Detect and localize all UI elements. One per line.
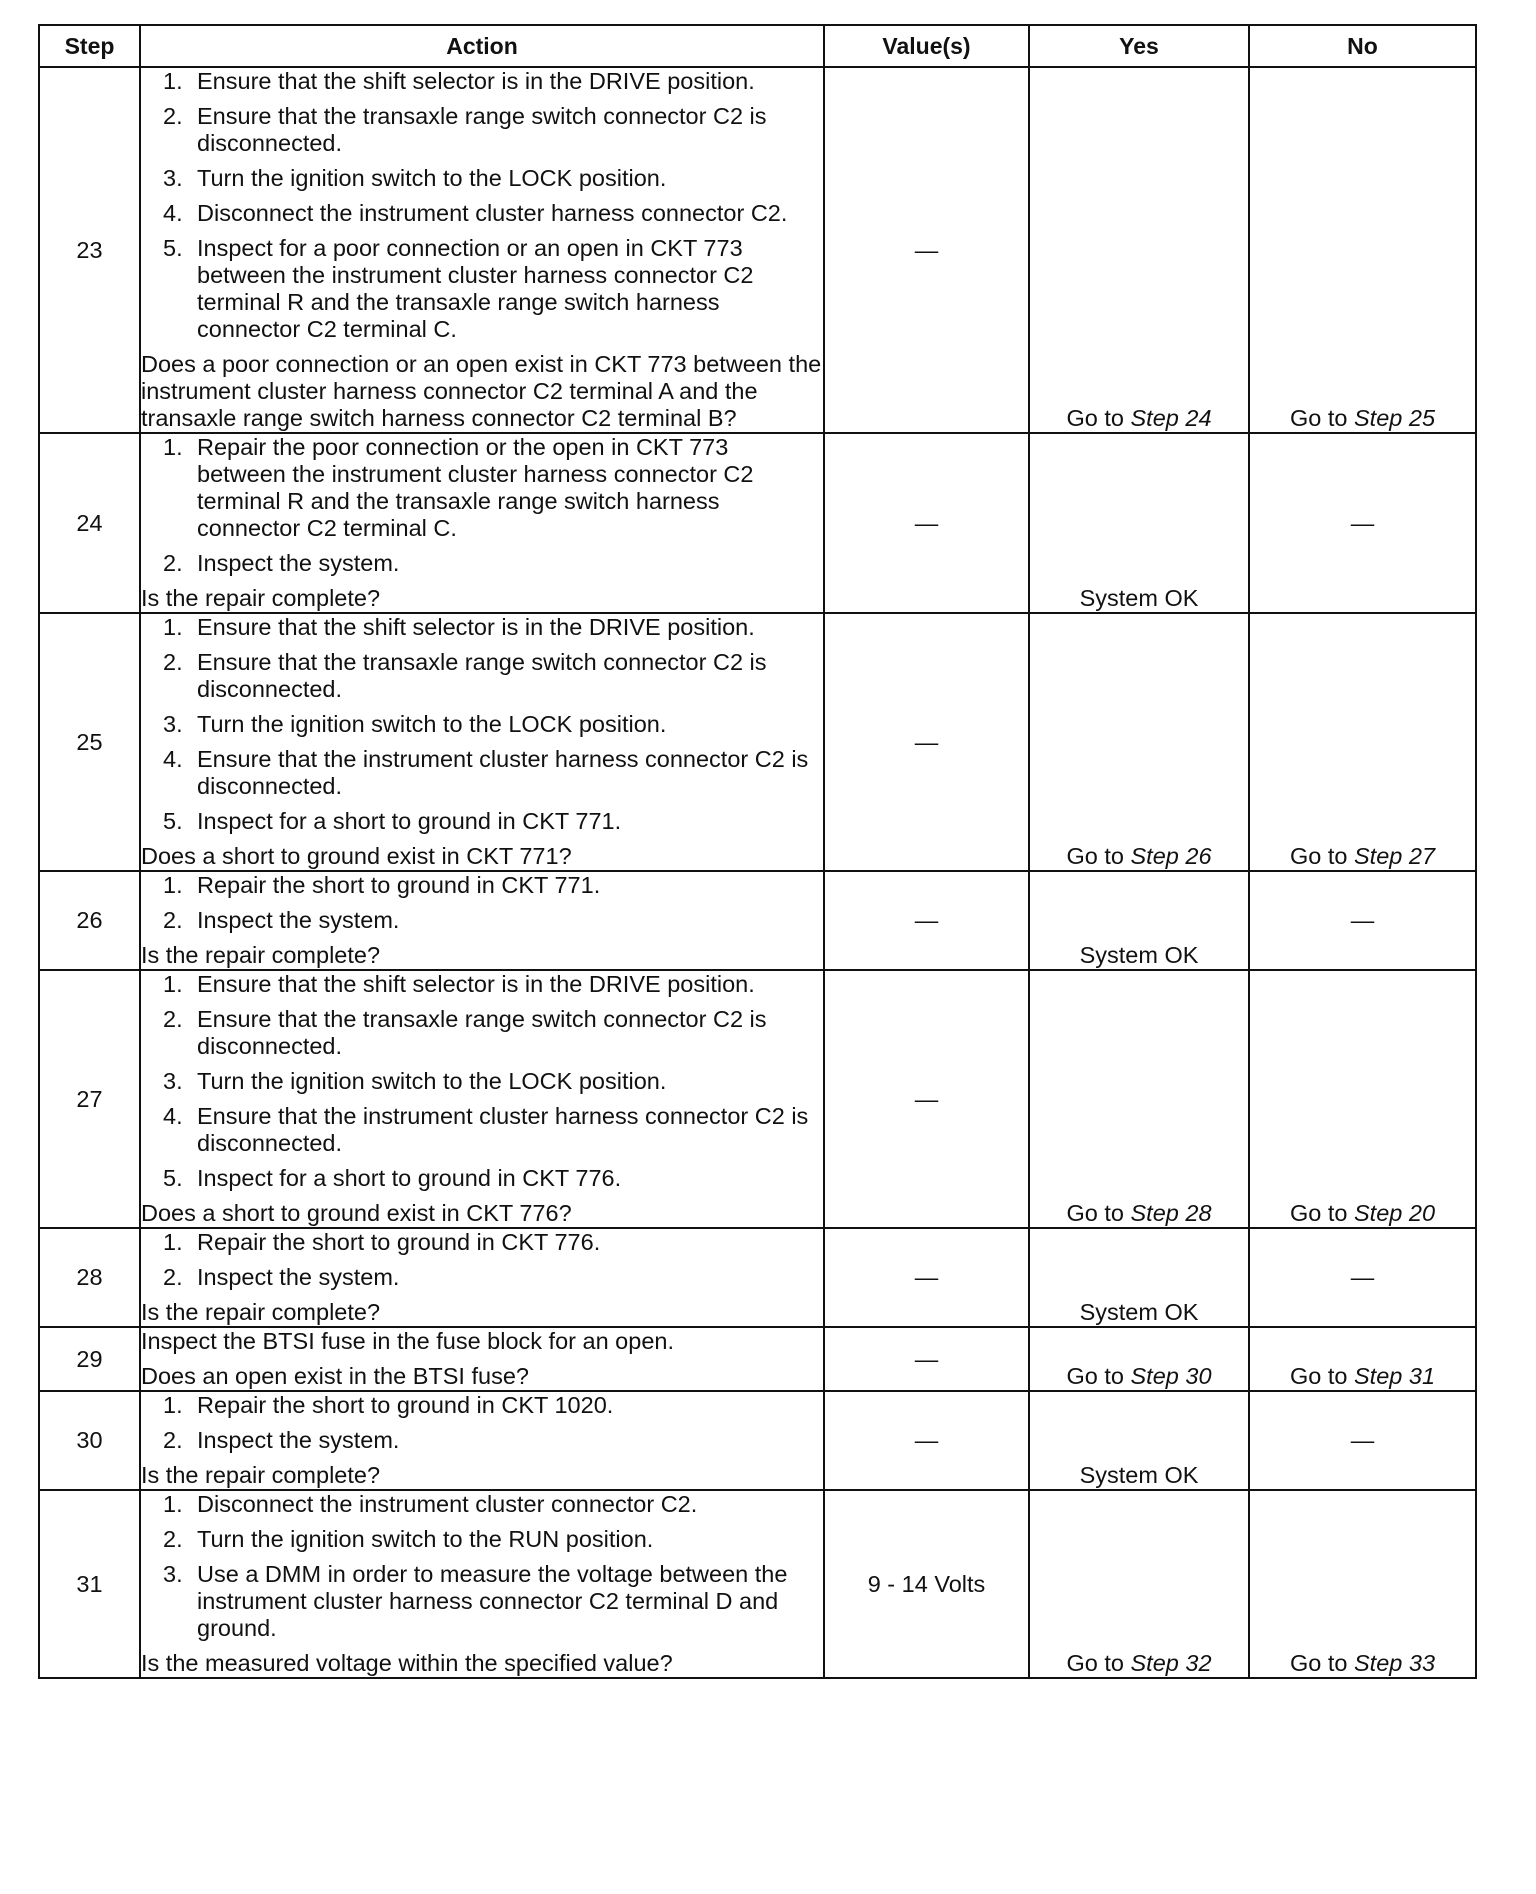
action-step-number: 2.	[163, 649, 183, 675]
step-reference: Step 24	[1130, 405, 1212, 431]
action-step-text: Disconnect the instrument cluster connector C2.	[197, 1491, 698, 1517]
action-step-text: Use a DMM in order to measure the voltage between the instrument cluster harness connector C2 terminal D and ground.	[197, 1561, 788, 1641]
action-step	[141, 1264, 823, 1291]
action-step-number: 1.	[163, 1491, 183, 1517]
action-step-number: 1.	[163, 434, 183, 460]
no-cell	[1249, 970, 1476, 1228]
step-number: 28	[39, 1228, 140, 1327]
step-reference: Step 27	[1354, 843, 1436, 869]
step-number: 29	[39, 1327, 140, 1391]
value-cell: —	[824, 1391, 1029, 1490]
table-row	[39, 67, 1476, 433]
go-to-label: Go to	[1289, 405, 1348, 431]
action-step-text: Disconnect the instrument cluster harness connector C2.	[197, 200, 788, 226]
action-step-text: Inspect for a short to ground in CKT 776.	[197, 1165, 622, 1191]
action-step-number: 4.	[163, 1103, 183, 1129]
no-result: —	[1350, 1427, 1375, 1453]
go-to-label: Go to	[1289, 1363, 1348, 1389]
action-step	[141, 711, 823, 738]
table-row	[39, 1391, 1476, 1490]
action-cell	[140, 1391, 824, 1490]
table-row	[39, 871, 1476, 970]
no-result: —	[1350, 509, 1375, 536]
action-step-number: 2.	[163, 1006, 183, 1032]
go-to-label: Go to	[1289, 1650, 1348, 1676]
action-question: Does a poor connection or an open exist in CKT 773 between the instrument cluster harness connector C2 terminal A and the transaxle range switch harness connector C2 terminal B?	[141, 351, 822, 431]
no-cell	[1249, 67, 1476, 433]
table-row	[39, 970, 1476, 1228]
diagnostic-table	[38, 24, 1477, 1679]
action-step-number: 4.	[163, 746, 183, 772]
go-to-label: Go to	[1289, 843, 1348, 869]
header-yes: Yes	[1029, 25, 1249, 67]
go-to-label: Go to	[1066, 843, 1124, 869]
action-cell	[140, 1327, 824, 1391]
header-step: Step	[39, 25, 140, 67]
action-step-text: Inspect for a poor connection or an open in CKT 773 between the instrument cluster harness connector C2 terminal R and the transaxle range switch harness connector C2 terminal C.	[197, 235, 754, 342]
go-to-label: Go to	[1066, 1363, 1124, 1389]
header-no: No	[1249, 25, 1476, 67]
no-cell	[1249, 1228, 1476, 1327]
step-number: 23	[39, 67, 140, 433]
value-cell: —	[824, 433, 1029, 613]
action-step-text: Ensure that the instrument cluster harness connector C2 is disconnected.	[197, 1103, 809, 1156]
action-step	[141, 1427, 823, 1454]
action-step	[141, 971, 823, 998]
action-step-text: Ensure that the shift selector is in the DRIVE position.	[197, 614, 755, 640]
action-step	[141, 746, 823, 800]
step-reference: Step 32	[1130, 1650, 1212, 1676]
action-question: Is the repair complete?	[141, 585, 381, 611]
action-cell	[140, 871, 824, 970]
action-step	[141, 165, 823, 192]
action-step-number: 1.	[163, 1229, 183, 1255]
action-step	[141, 235, 823, 343]
header-row	[39, 25, 1476, 67]
no-result: —	[1350, 1264, 1375, 1290]
action-step-text: Inspect the system.	[197, 1427, 400, 1453]
step-reference: Step 31	[1354, 1363, 1436, 1389]
action-step-text: Repair the poor connection or the open in CKT 773 between the instrument cluster harness connector C2 terminal R and the transaxle range switch harness connector C2 terminal C.	[197, 434, 754, 541]
action-step	[141, 200, 823, 227]
action-step-text: Inspect the system.	[197, 1264, 400, 1290]
step-number: 25	[39, 613, 140, 871]
yes-cell	[1029, 1327, 1249, 1391]
yes-cell	[1029, 433, 1249, 613]
action-steps	[141, 1491, 823, 1642]
value-cell: —	[824, 970, 1029, 1228]
action-step	[141, 614, 823, 641]
action-question: Is the repair complete?	[141, 1299, 381, 1325]
action-step-number: 3.	[163, 1561, 183, 1587]
action-step-number: 2.	[163, 907, 183, 933]
go-to-label: Go to	[1066, 405, 1124, 431]
yes-result: System OK	[1079, 1299, 1199, 1325]
go-to-label: Go to	[1289, 1200, 1348, 1226]
no-cell	[1249, 871, 1476, 970]
step-reference: Step 33	[1354, 1650, 1436, 1676]
value-cell: —	[824, 871, 1029, 970]
action-step-number: 2.	[163, 103, 183, 129]
action-step	[141, 1561, 823, 1642]
table-body	[39, 67, 1476, 1678]
action-steps	[141, 434, 823, 577]
action-steps	[141, 1229, 823, 1291]
action-step	[141, 1392, 823, 1419]
yes-result: System OK	[1079, 1462, 1199, 1488]
action-steps	[141, 971, 823, 1192]
action-step-text: Turn the ignition switch to the RUN position.	[197, 1526, 654, 1552]
yes-result: System OK	[1079, 942, 1199, 968]
action-steps	[141, 1392, 823, 1454]
action-step	[141, 434, 823, 542]
action-step-number: 2.	[163, 550, 183, 576]
action-step	[141, 1006, 823, 1060]
action-step	[141, 649, 823, 703]
action-step-number: 5.	[163, 808, 183, 834]
action-step-number: 5.	[163, 1165, 183, 1191]
action-step-number: 2.	[163, 1526, 183, 1552]
action-step	[141, 907, 823, 934]
no-cell	[1249, 1327, 1476, 1391]
go-to-label: Go to	[1066, 1650, 1124, 1676]
no-cell	[1249, 613, 1476, 871]
action-step-number: 1.	[163, 971, 183, 997]
action-step	[141, 1526, 823, 1553]
table-row	[39, 433, 1476, 613]
action-step-text: Ensure that the instrument cluster harness connector C2 is disconnected.	[197, 746, 809, 799]
yes-result: System OK	[1079, 585, 1199, 611]
step-number: 27	[39, 970, 140, 1228]
value-cell: —	[824, 1228, 1029, 1327]
action-step-text: Repair the short to ground in CKT 776.	[197, 1229, 601, 1255]
step-reference: Step 25	[1354, 405, 1436, 431]
action-cell	[140, 613, 824, 871]
action-step-text: Turn the ignition switch to the LOCK position.	[197, 711, 667, 737]
action-question: Is the repair complete?	[141, 942, 381, 968]
action-question: Is the measured voltage within the specified value?	[141, 1650, 673, 1676]
no-cell	[1249, 1490, 1476, 1678]
action-step	[141, 68, 823, 95]
no-result: —	[1350, 907, 1375, 933]
action-step-number: 2.	[163, 1264, 183, 1290]
yes-cell	[1029, 1228, 1249, 1327]
action-step-text: Turn the ignition switch to the LOCK position.	[197, 165, 667, 191]
action-step-text: Inspect the system.	[197, 550, 400, 576]
action-steps	[141, 68, 823, 343]
table-row	[39, 1490, 1476, 1678]
value-cell: 9 - 14 Volts	[824, 1490, 1029, 1678]
action-step-number: 4.	[163, 200, 183, 226]
yes-cell	[1029, 871, 1249, 970]
action-step-number: 1.	[163, 1392, 183, 1418]
step-reference: Step 26	[1130, 843, 1212, 869]
action-step-number: 1.	[163, 872, 183, 898]
action-question: Is the repair complete?	[141, 1462, 381, 1488]
action-step-text: Repair the short to ground in CKT 1020.	[197, 1392, 614, 1418]
action-step-number: 2.	[163, 1427, 183, 1453]
action-steps	[141, 614, 823, 835]
action-step-number: 3.	[163, 711, 183, 737]
header-values: Value(s)	[824, 25, 1029, 67]
value-cell: —	[824, 1327, 1029, 1391]
action-question: Does a short to ground exist in CKT 776?	[141, 1200, 572, 1226]
value-cell: —	[824, 613, 1029, 871]
action-question: Does a short to ground exist in CKT 771?	[141, 843, 572, 869]
action-step-text: Ensure that the transaxle range switch connector C2 is disconnected.	[197, 103, 767, 156]
action-cell	[140, 433, 824, 613]
yes-cell	[1029, 613, 1249, 871]
action-step-number: 3.	[163, 1068, 183, 1094]
step-number: 24	[39, 433, 140, 613]
yes-cell	[1029, 1391, 1249, 1490]
action-step-text: Turn the ignition switch to the LOCK position.	[197, 1068, 667, 1094]
action-step	[141, 1491, 823, 1518]
action-cell	[140, 1490, 824, 1678]
action-step	[141, 808, 823, 835]
step-reference: Step 30	[1130, 1363, 1212, 1389]
action-step-number: 1.	[163, 614, 183, 640]
table-row	[39, 613, 1476, 871]
header-action: Action	[140, 25, 824, 67]
value-cell: —	[824, 67, 1029, 433]
action-step-text: Ensure that the transaxle range switch connector C2 is disconnected.	[197, 1006, 767, 1059]
action-step-text: Repair the short to ground in CKT 771.	[197, 872, 601, 898]
table-row	[39, 1327, 1476, 1391]
action-step-number: 3.	[163, 165, 183, 191]
action-step	[141, 103, 823, 157]
no-cell	[1249, 1391, 1476, 1490]
yes-cell	[1029, 67, 1249, 433]
action-step	[141, 1229, 823, 1256]
step-number: 30	[39, 1391, 140, 1490]
action-cell	[140, 970, 824, 1228]
action-step-text: Inspect for a short to ground in CKT 771.	[197, 808, 622, 834]
step-reference: Step 28	[1130, 1200, 1212, 1226]
action-cell	[140, 1228, 824, 1327]
action-step-text: Ensure that the shift selector is in the DRIVE position.	[197, 68, 755, 94]
action-step-text: Ensure that the shift selector is in the DRIVE position.	[197, 971, 755, 997]
table-row	[39, 1228, 1476, 1327]
action-step	[141, 1068, 823, 1095]
action-text: Inspect the BTSI fuse in the fuse block for an open.	[141, 1328, 674, 1354]
action-step-number: 5.	[163, 235, 183, 261]
yes-cell	[1029, 1490, 1249, 1678]
step-reference: Step 20	[1354, 1200, 1436, 1226]
action-step-text: Inspect the system.	[197, 907, 400, 933]
action-step	[141, 1165, 823, 1192]
step-number: 26	[39, 871, 140, 970]
action-question: Does an open exist in the BTSI fuse?	[141, 1363, 529, 1389]
no-cell	[1249, 433, 1476, 613]
action-step-number: 1.	[163, 68, 183, 94]
action-cell	[140, 67, 824, 433]
action-step-text: Ensure that the transaxle range switch connector C2 is disconnected.	[197, 649, 767, 702]
action-step	[141, 1103, 823, 1157]
step-number: 31	[39, 1490, 140, 1678]
action-steps	[141, 872, 823, 934]
action-step	[141, 550, 823, 577]
go-to-label: Go to	[1066, 1200, 1124, 1226]
action-step	[141, 872, 823, 899]
yes-cell	[1029, 970, 1249, 1228]
